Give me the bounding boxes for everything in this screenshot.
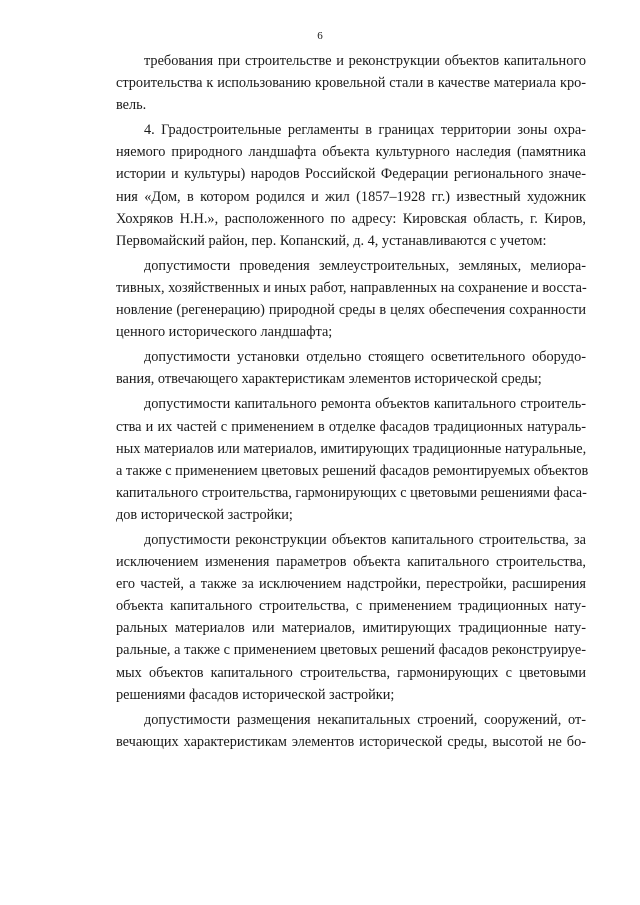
text-line: а также с применением цветовых решений фасадов ремонтируемых объектов: [116, 462, 589, 479]
text-line: няемого природного ландшафта объекта культурного наследия (памятника: [116, 144, 586, 161]
text-line: объекта капитального строительства, с применением традиционных нату-: [116, 598, 586, 615]
text-line: мых объектов капитального строительства, гармонирующих с цветовыми: [116, 664, 586, 681]
text-line: дов исторической застройки;: [116, 506, 293, 523]
text-line: Хохряков Н.Н.», расположенного по адресу: Кировская область, г. Киров,: [116, 210, 586, 227]
text-line: истории и культуры) народов Российской Федерации регионального значе-: [116, 166, 586, 183]
text-line: допустимости размещения некапитальных строений, сооружений, от-: [144, 711, 586, 728]
text-line: тивных, хозяйственных и иных работ, направленных на сохранение и восста-: [116, 279, 587, 296]
text-line: допустимости капитального ремонта объектов капитального строитель-: [144, 396, 586, 413]
text-line: допустимости установки отдельно стоящего осветительного оборудо-: [144, 349, 586, 366]
text-line: ральных материалов или материалов, имитирующих традиционные нату-: [116, 620, 586, 637]
text-line: новление (регенерацию) природной среды в целях обеспечения сохранности: [116, 302, 586, 319]
text-line: решениями фасадов исторической застройки;: [116, 686, 395, 703]
text-line: требования при строительстве и реконструкции объектов капитального: [144, 53, 586, 69]
text-line: вель.: [116, 97, 147, 114]
text-line: капитального строительства, гармонирующих с цветовыми решениями фаса-: [116, 484, 587, 501]
text-line: вания, отвечающего характеристикам элементов исторической среды;: [116, 371, 542, 388]
text-line: ральные, а также с применением цветовых решений фасадов реконструируе-: [116, 642, 586, 659]
text-line: допустимости реконструкции объектов капитального строительства, за: [144, 531, 586, 548]
text-line: вечающих характеристикам элементов исторической среды, высотой не бо-: [116, 733, 586, 750]
text-line: ства и их частей с применением в отделке фасадов традиционных натураль-: [116, 418, 586, 435]
text-line: допустимости проведения землеустроительных, земляных, мелиора-: [144, 257, 586, 274]
document-body: [116, 50, 589, 753]
text-line: ных материалов или материалов, имитирующих традиционные натуральные,: [116, 440, 587, 457]
text-line: исключением изменения параметров объекта капитального строительства,: [116, 554, 586, 571]
text-line: ния «Дом, в котором родился и жил (1857–1928 гг.) известный художник: [116, 188, 586, 205]
page-number: 6: [317, 30, 323, 42]
text-line: строительства к использованию кровельной стали в качестве материала кро-: [116, 75, 586, 92]
text-line: 4. Градостроительные регламенты в границах территории зоны охра-: [144, 122, 586, 139]
text-line: Первомайский район, пер. Копанский, д. 4, устанавливаются с учетом:: [116, 232, 547, 249]
text-line: ценного исторического ландшафта;: [116, 324, 333, 341]
text-line: его частей, а также за исключением надстройки, перестройки, расширения: [116, 576, 586, 593]
